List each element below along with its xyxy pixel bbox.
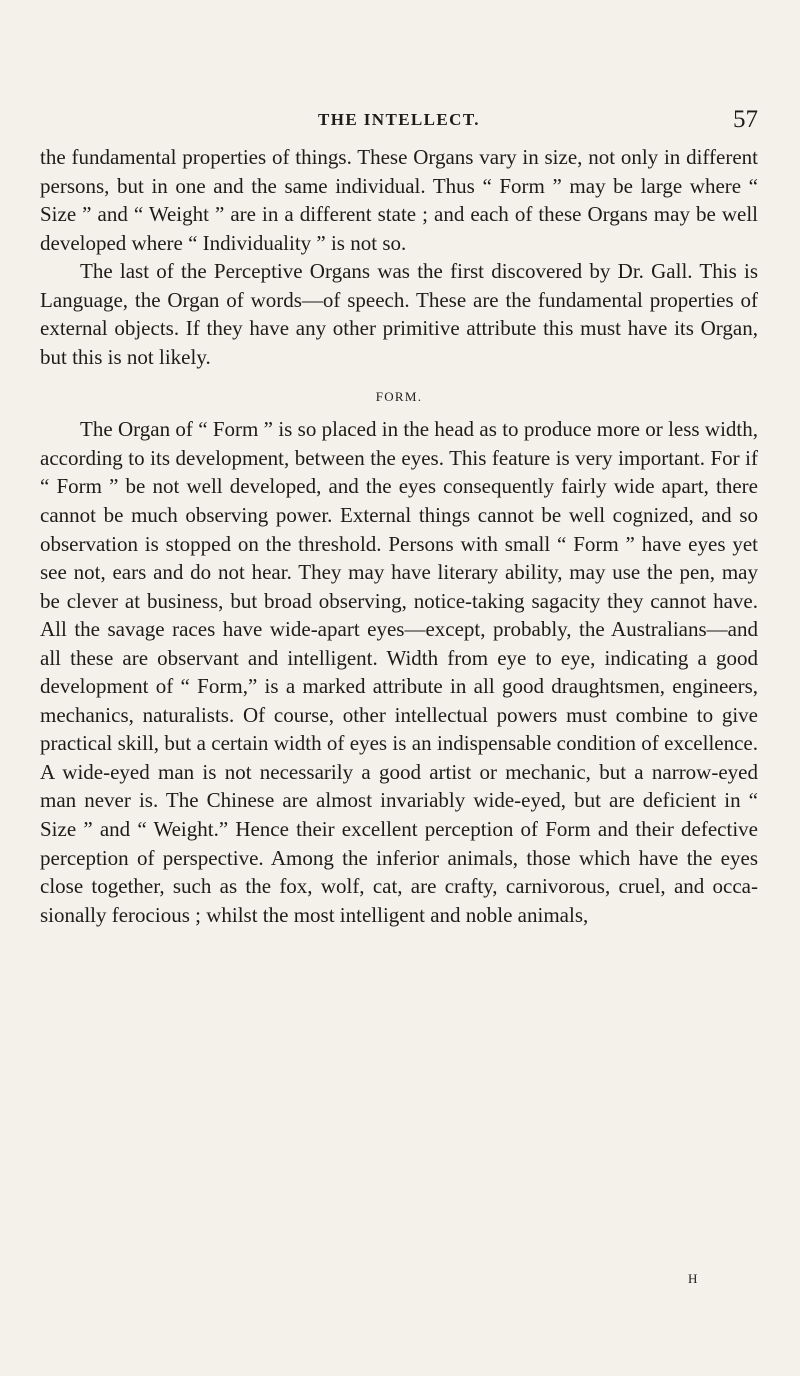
page-number: 57 [733, 106, 758, 133]
running-head [40, 106, 758, 138]
body-text [40, 143, 758, 929]
section-heading-form: FORM. [375, 389, 423, 405]
paragraph-continued: the fundamental properties of things. These Organs vary in size, not only in different persons, but in one and the same individual. Thus “ Form ” may be large where “ Size ” and “ Weight ” are in a different state ; and each of these Organs may be well developed where “ Individuality ” is not so. [40, 145, 758, 255]
signature-mark: H [688, 1271, 698, 1286]
running-title: THE INTELLECT. [318, 110, 480, 129]
paragraph-form: The Organ of “ Form ” is so placed in the head as to produce more or less width, according to its development, between the eyes. This feature is very important. For if “ Form ” be not well developed, and the eyes consequently fairly wide apart, there cannot be much observing power. External things cannot be well cognized, and so observation is stopped on the threshold. Persons with small “ Form ” have eyes yet see not, ears and do not hear. They may have literary ability, may use the pen, may be clever at business, but broad observing, notice-taking sagacity they cannot have. All the savage races have wide-apart eyes—except, probably, the Australians—and all these are observant and intelligent. Width from eye to eye, indicating a good development of “ Form,” is a marked attribute in all good draughtsmen, engineers, mechanics, naturalists. Of course, other intellectual powers must combine to give practical skill, but a certain width of eyes is an indispensable condition of excellence. A wide-eyed man is not necessarily a good artist or mechanic, but a narrow-eyed man never is. The Chinese are almost invariably wide-eyed, but are deficient in “ Size ” and “ Weight.” Hence their excellent perception of Form and their defective perception of perspective. Among the inferior animals, those which have the eyes close together, such as the fox, wolf, cat, are crafty, carnivorous, cruel, and occasionally ferocious ; whilst the most intelligent and noble animals, [40, 417, 758, 927]
paragraph-perceptive-organs: The last of the Perceptive Organs was the first discovered by Dr. Gall. This is Language, the Organ of words—of speech. These are the fundamental properties of external objects. If they have any other primitive attribute this must have its Organ, but this is not likely. [40, 259, 758, 369]
